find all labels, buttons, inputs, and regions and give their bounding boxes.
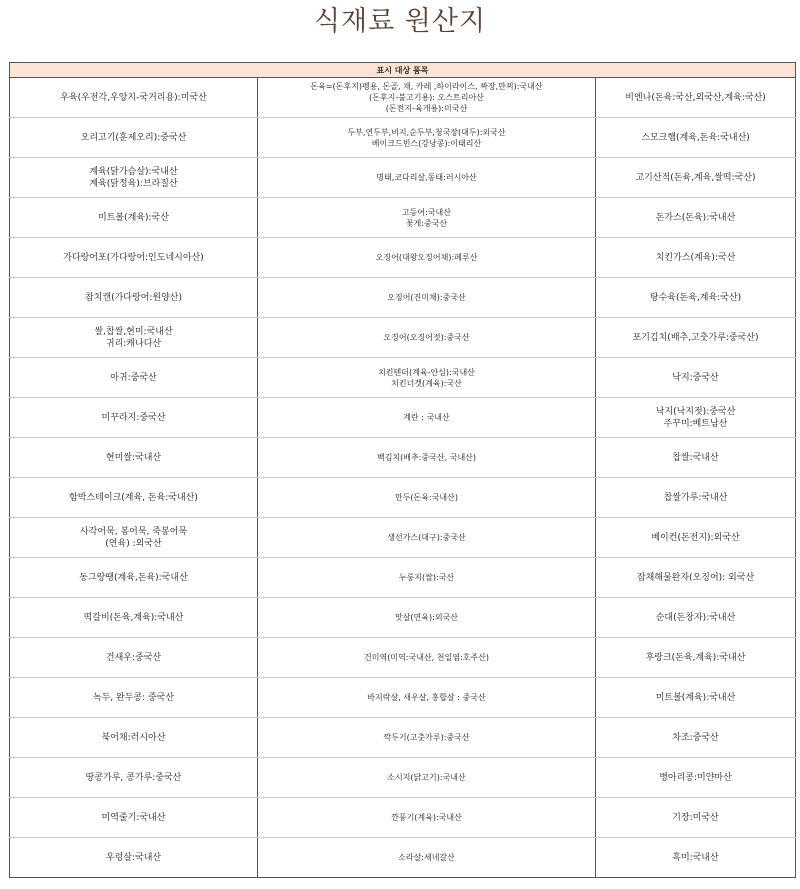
table-row <box>10 838 796 878</box>
table-cell: 떡갈비(돈육,계육):국내산 <box>10 598 258 638</box>
table-cell: 동그랑땡(계육,돈육):국내산 <box>10 558 258 598</box>
table-row <box>10 438 796 478</box>
table-header: 표시 대상 품목 <box>10 63 796 78</box>
table-cell: 치킨가스(계육):국산 <box>596 238 796 278</box>
table-row <box>10 358 796 398</box>
table-cell: 미꾸라지:중국산 <box>10 398 258 438</box>
table-row <box>10 158 796 198</box>
table-cell: 쌀,찹쌀,현미:국내산 귀리:캐나다산 <box>10 318 258 358</box>
table-cell: 소시지(닭고기):국내산 <box>258 758 596 798</box>
table-cell: 생선가스(대구):중국산 <box>258 518 596 558</box>
table-cell: 만두(돈육:국내산) <box>258 478 596 518</box>
table-cell: 계육(닭가슴살):국내산 계육(닭정육):브라질산 <box>10 158 258 198</box>
table-cell: 깐풍기(계육):국내산 <box>258 798 596 838</box>
table-row <box>10 118 796 158</box>
table-cell: 돈육=(돈후지)펭용, 돈골, 채, 카레 ,하이라이스, 짜장,만찌):국내산 (돈후지-불고기용): 오스트리아산 (돈전지-육개용):미국산 <box>258 78 596 118</box>
table-cell: 소라살:세네갈산 <box>258 838 596 878</box>
origin-table <box>9 62 796 878</box>
table-cell: 건새우:중국산 <box>10 638 258 678</box>
table-cell: 우렁살:국내산 <box>10 838 258 878</box>
table-cell: 현미쌀:국내산 <box>10 438 258 478</box>
table-cell: 잡채해물완자(오징어): 외국산 <box>596 558 796 598</box>
table-cell: 흑미:국내산 <box>596 838 796 878</box>
table-cell: 비엔나(돈육:국산,외국산,계육:국산) <box>596 78 796 118</box>
page-title: 식재료 원산지 <box>313 6 487 37</box>
table-row <box>10 638 796 678</box>
table-cell: 땅콩가루, 콩가루:중국산 <box>10 758 258 798</box>
table-cell: 낙지:중국산 <box>596 358 796 398</box>
table-cell: 고등어:국내산 꽃게:중국산 <box>258 198 596 238</box>
table-cell: 참치캔(가다랑어:원양산) <box>10 278 258 318</box>
table-cell: 미역줄기:국내산 <box>10 798 258 838</box>
table-cell: 포기김치(배추,고춧가루:중국산) <box>596 318 796 358</box>
table-row <box>10 558 796 598</box>
table-cell: 가다랑어포(가다랑어:인도네시아산) <box>10 238 258 278</box>
table-cell: 계란 : 국내산 <box>258 398 596 438</box>
table-row <box>10 798 796 838</box>
table-cell: 아귀:중국산 <box>10 358 258 398</box>
table-cell: 오리고기(훈제오리):중국산 <box>10 118 258 158</box>
table-row <box>10 758 796 798</box>
table-row <box>10 278 796 318</box>
table-row <box>10 478 796 518</box>
table-row <box>10 78 796 118</box>
table-cell: 병아리콩:미얀마산 <box>596 758 796 798</box>
table-cell: 찹쌀가루:국내산 <box>596 478 796 518</box>
table-cell: 건미역(미역:국내산, 천일염:호주산) <box>258 638 596 678</box>
table-cell: 순대(돈창자):국내산 <box>596 598 796 638</box>
table-row <box>10 198 796 238</box>
table-cell: 스모크햄(계육,돈육:국내산) <box>596 118 796 158</box>
table-cell: 함박스테이크(계육, 돈육:국내산) <box>10 478 258 518</box>
table-row <box>10 518 796 558</box>
table-cell: 맛살(연육):외국산 <box>258 598 596 638</box>
table-cell: 탕수육(돈육,계육:국산) <box>596 278 796 318</box>
table-row <box>10 398 796 438</box>
table-header-row <box>10 63 796 78</box>
table-cell: 치킨텐더(계육-안심):국내산 치킨너겟(계육):국산 <box>258 358 596 398</box>
table-cell: 고기산적(돈육,계육,쌀떡:국산) <box>596 158 796 198</box>
table-row <box>10 718 796 758</box>
table-cell: 낙지(낙지젓):중국산 주꾸미:베트남산 <box>596 398 796 438</box>
table-cell: 사각어묵, 봉어묵, 죽봉어묵 (연육) :외국산 <box>10 518 258 558</box>
table-row <box>10 598 796 638</box>
table-cell: 두부,연두부,비지,순두부,청국장(대두):외국산 베이크드빈스(강낭콩):이태리산 <box>258 118 596 158</box>
table-cell: 오징어(오징어젓):중국산 <box>258 318 596 358</box>
table-cell: 녹두, 완두콩: 중국산 <box>10 678 258 718</box>
table-cell: 우육(우전각,우앙지-국거리용):미국산 <box>10 78 258 118</box>
table-cell: 차조:중국산 <box>596 718 796 758</box>
table-row <box>10 318 796 358</box>
table-row <box>10 678 796 718</box>
table-cell: 북어채:러시아산 <box>10 718 258 758</box>
table-cell: 미트볼(계육):국산 <box>10 198 258 238</box>
table-cell: 미트볼(계육):국내산 <box>596 678 796 718</box>
table-cell: 베이컨(돈전지):외국산 <box>596 518 796 558</box>
table-cell: 돈가스(돈육):국내산 <box>596 198 796 238</box>
table-cell: 기장:미국산 <box>596 798 796 838</box>
table-cell: 바지락살, 새우살, 홍합살 : 중국산 <box>258 678 596 718</box>
table-cell: 누룽지(쌀):국산 <box>258 558 596 598</box>
table-cell: 오징어(진미채):중국산 <box>258 278 596 318</box>
table-cell: 깍두기(고춧가루):중국산 <box>258 718 596 758</box>
table-cell: 명태,코다리살,동태:러시아산 <box>258 158 596 198</box>
table-cell: 백김치(배추:중국산, 국내산) <box>258 438 596 478</box>
table-cell: 후랑크(돈육,계육):국내산 <box>596 638 796 678</box>
table-cell: 찹쌀:국내산 <box>596 438 796 478</box>
table-cell: 오징어(대왕오징어채):페루산 <box>258 238 596 278</box>
table-row <box>10 238 796 278</box>
